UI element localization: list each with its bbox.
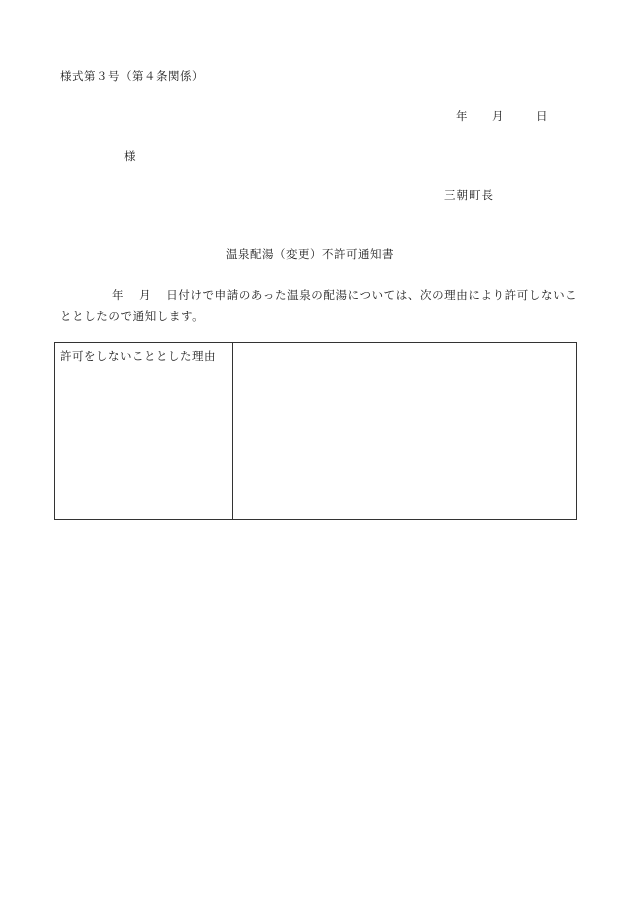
date-year: 年 (456, 109, 468, 123)
date-day: 日 (536, 109, 548, 123)
body-year: 年 (112, 288, 125, 302)
date-line (456, 109, 548, 123)
document-title: 温泉配湯（変更）不許可通知書 (226, 247, 394, 261)
reason-value-cell[interactable] (233, 343, 576, 519)
body-paragraph (60, 285, 580, 327)
addressee-suffix: 様 (124, 149, 136, 163)
body-month: 月 (139, 288, 152, 302)
date-month: 月 (492, 109, 504, 123)
form-number: 様式第３号（第４条関係） (60, 69, 204, 83)
reason-label: 許可をしないこととした理由 (55, 343, 233, 519)
body-text: 日付けで申請のあった温泉の配湯については、次の理由により許可しないこととしたので通知します。 (60, 288, 578, 323)
reason-table (54, 342, 577, 520)
issuer-name: 三朝町長 (444, 188, 494, 202)
